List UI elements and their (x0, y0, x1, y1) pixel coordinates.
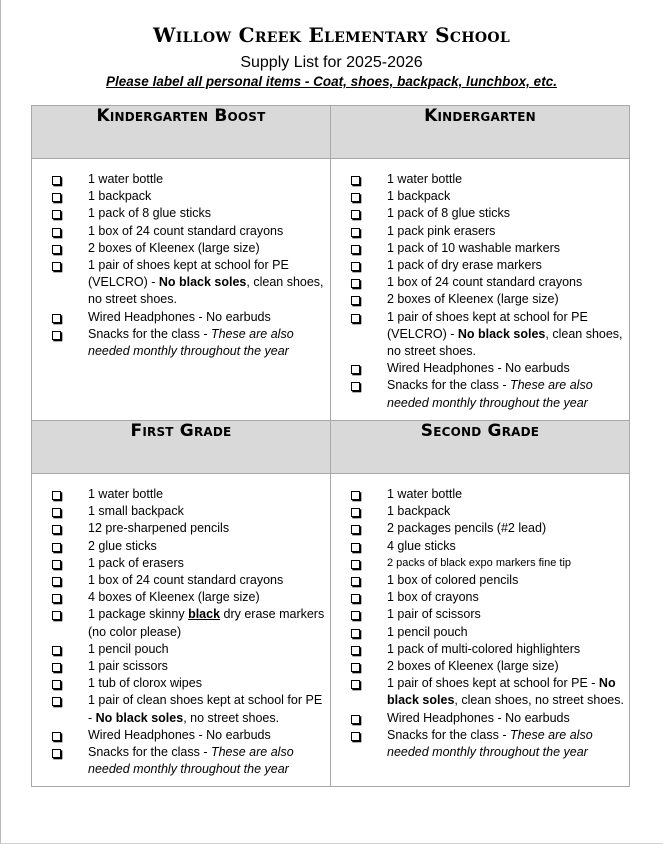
list-item (32, 240, 326, 257)
checkbox-icon (351, 176, 360, 185)
list-item (32, 572, 326, 589)
item-text: 1 water bottle (88, 172, 164, 186)
checkbox-icon (351, 365, 360, 374)
list-item (32, 486, 326, 503)
item-text: 1 pack of erasers (88, 555, 184, 570)
item-text: 1 pair of shoes kept at school for PE (VELCRO) - No black soles, clean shoes, no street shoes. (88, 258, 324, 307)
list-item (32, 589, 326, 606)
list-item (331, 589, 625, 606)
item-text: Snacks for the class - These are also needed monthly throughout the year (387, 727, 593, 760)
supply-list-year: Supply List for 2025-2026 (240, 54, 423, 71)
second-grade-list (331, 474, 629, 761)
item-text: 1 pack of 8 glue sticks (88, 206, 211, 221)
list-item (32, 503, 326, 520)
item-text: 1 box of 24 count standard crayons (387, 275, 583, 290)
second-grade-title: Second Grade (420, 421, 540, 441)
checkbox-icon (351, 262, 360, 271)
item-text: 1 backpack (387, 189, 451, 204)
checkbox-icon (351, 611, 360, 620)
list-item (331, 309, 625, 361)
checkbox-icon (351, 279, 360, 288)
checkbox-icon (351, 732, 360, 741)
list-item (32, 171, 326, 188)
checkbox-icon (351, 560, 360, 569)
checkbox-icon (52, 525, 61, 534)
checkbox-icon (351, 491, 360, 500)
item-text: 4 boxes of Kleenex (large size) (88, 590, 260, 605)
item-text: 1 box of crayons (387, 590, 479, 605)
checkbox-icon (351, 245, 360, 254)
list-item (331, 520, 625, 537)
item-text: 1 pack of 10 washable markers (387, 240, 561, 255)
list-item (331, 171, 625, 188)
checkbox-icon (351, 382, 360, 391)
item-text: 1 pencil pouch (387, 624, 468, 639)
item-text: 2 packs of black expo markers fine tip (387, 556, 572, 569)
item-text: 1 water bottle (387, 487, 463, 501)
item-text: 1 package skinny black dry erase markers (no color please) (88, 607, 325, 639)
checkbox-icon (351, 228, 360, 237)
checkbox-icon (52, 491, 61, 500)
first-grade-title: First Grade (130, 421, 232, 441)
list-item (331, 205, 625, 222)
second-grade-header (331, 421, 630, 474)
list-item (32, 520, 326, 537)
list-item (331, 727, 625, 761)
item-text: 1 pack of dry erase markers (387, 258, 542, 273)
list-item (331, 641, 625, 658)
list-row-2 (32, 474, 630, 787)
item-text: 1 pair of scissors (387, 607, 481, 622)
checkbox-icon (52, 245, 61, 254)
checkbox-icon (52, 543, 61, 552)
first-grade-cell (32, 474, 331, 787)
list-item (331, 675, 625, 709)
school-name: Willow Creek Elementary School (152, 23, 511, 47)
checkbox-icon (52, 210, 61, 219)
checkbox-icon (52, 732, 61, 741)
list-item (32, 188, 326, 205)
item-text: 1 pencil pouch (88, 641, 169, 656)
list-row-1 (32, 159, 630, 421)
list-item (32, 326, 326, 360)
list-item (331, 188, 625, 205)
second-grade-cell (331, 474, 630, 787)
kindergarten-title: Kindergarten (424, 106, 536, 126)
item-text: Wired Headphones - No earbuds (88, 309, 271, 324)
list-item (32, 641, 326, 658)
list-item (331, 360, 625, 377)
item-text: 2 glue sticks (88, 538, 157, 553)
checkbox-icon (52, 331, 61, 340)
list-item (331, 257, 625, 274)
list-item (32, 223, 326, 240)
item-text: Snacks for the class - These are also needed monthly throughout the year (387, 378, 593, 410)
checkbox-icon (351, 508, 360, 517)
list-item (32, 309, 326, 326)
list-item (32, 606, 326, 640)
list-item (331, 555, 625, 572)
item-text: 1 pair of shoes kept at school for PE (VELCRO) - No black soles, clean shoes, no street shoes. (387, 309, 623, 359)
kindergarten-boost-title: Kindergarten Boost (96, 106, 266, 126)
checkbox-icon (52, 663, 61, 672)
list-item (32, 538, 326, 555)
item-text: Wired Headphones - No earbuds (88, 727, 271, 742)
item-text: 1 pack of multi-colored highlighters (387, 641, 581, 656)
kindergarten-boost-cell (32, 159, 331, 421)
item-text: 2 boxes of Kleenex (large size) (387, 659, 559, 674)
item-text: 1 water bottle (387, 172, 463, 186)
checkbox-icon (351, 296, 360, 305)
list-item (32, 205, 326, 222)
list-item (331, 274, 625, 291)
checkbox-icon (351, 629, 360, 638)
kindergarten-header (331, 106, 630, 159)
checkbox-icon (351, 663, 360, 672)
list-item (331, 503, 625, 520)
checkbox-icon (52, 560, 61, 569)
label-items-note: Please label all personal items - Coat, shoes, backpack, lunchbox, etc. (106, 74, 557, 89)
checkbox-icon (351, 525, 360, 534)
page-edge-left (0, 0, 1, 844)
list-item (331, 223, 625, 240)
item-text: Wired Headphones - No earbuds (387, 710, 570, 725)
item-text: 1 pack of 8 glue sticks (387, 206, 510, 221)
item-text: 4 glue sticks (387, 538, 456, 553)
checkbox-icon (52, 594, 61, 603)
item-text: 2 packages pencils (#2 lead) (387, 521, 547, 536)
list-item (331, 486, 625, 503)
list-item (32, 744, 326, 778)
checkbox-icon (351, 210, 360, 219)
list-item (331, 291, 625, 308)
checkbox-icon (351, 193, 360, 202)
item-text: 1 small backpack (88, 504, 184, 519)
list-item (331, 377, 625, 411)
item-text: 2 boxes of Kleenex (large size) (88, 240, 260, 255)
list-item (331, 624, 625, 641)
item-text: Snacks for the class - These are also needed monthly throughout the year (88, 745, 294, 777)
checkbox-icon (351, 577, 360, 586)
kindergarten-list (331, 159, 629, 412)
item-text: 1 box of 24 count standard crayons (88, 573, 284, 588)
checkbox-icon (52, 314, 61, 323)
first-grade-list (32, 474, 330, 778)
list-item (32, 692, 326, 726)
list-item (32, 727, 326, 744)
checkbox-icon (52, 577, 61, 586)
item-text: 1 box of 24 count standard crayons (88, 223, 284, 238)
list-item (331, 710, 625, 727)
checkbox-icon (351, 646, 360, 655)
item-text: Snacks for the class - These are also needed monthly throughout the year (88, 326, 294, 359)
kindergarten-cell (331, 159, 630, 421)
checkbox-icon (52, 176, 61, 185)
item-text: 12 pre-sharpened pencils (88, 521, 230, 536)
checkbox-icon (52, 508, 61, 517)
item-text: 1 backpack (88, 189, 152, 204)
checkbox-icon (351, 594, 360, 603)
header-row-2 (32, 421, 630, 474)
first-grade-header (32, 421, 331, 474)
header-row-1 (32, 106, 630, 159)
checkbox-icon (52, 680, 61, 689)
kindergarten-boost-list (32, 159, 330, 360)
list-item (331, 658, 625, 675)
checkbox-icon (351, 680, 360, 689)
list-item (331, 606, 625, 623)
checkbox-icon (52, 749, 61, 758)
checkbox-icon (52, 193, 61, 202)
item-text: 1 pair of shoes kept at school for PE - No black soles, clean shoes, no street shoes. (387, 676, 624, 708)
item-text: 2 boxes of Kleenex (large size) (387, 292, 559, 307)
checkbox-icon (52, 228, 61, 237)
checkbox-icon (52, 262, 61, 271)
checkbox-icon (52, 697, 61, 706)
checkbox-icon (351, 715, 360, 724)
item-text: 1 box of colored pencils (387, 573, 519, 588)
item-text: Wired Headphones - No earbuds (387, 361, 570, 376)
list-item (331, 538, 625, 555)
item-text: 1 pack pink erasers (387, 223, 496, 238)
list-item (32, 257, 326, 309)
item-text: 1 pair of clean shoes kept at school for PE - No black soles, no street shoes. (88, 693, 323, 725)
item-text: 1 tub of clorox wipes (88, 676, 202, 691)
list-item (331, 240, 625, 257)
list-item (32, 675, 326, 692)
supply-table (31, 105, 630, 787)
list-item (32, 555, 326, 572)
kindergarten-boost-header (32, 106, 331, 159)
checkbox-icon (351, 314, 360, 323)
checkbox-icon (351, 543, 360, 552)
item-text: 1 backpack (387, 504, 451, 519)
item-text: 1 water bottle (88, 487, 164, 501)
list-item (32, 658, 326, 675)
checkbox-icon (52, 646, 61, 655)
item-text: 1 pair scissors (88, 659, 168, 674)
list-item (331, 572, 625, 589)
checkbox-icon (52, 611, 61, 620)
